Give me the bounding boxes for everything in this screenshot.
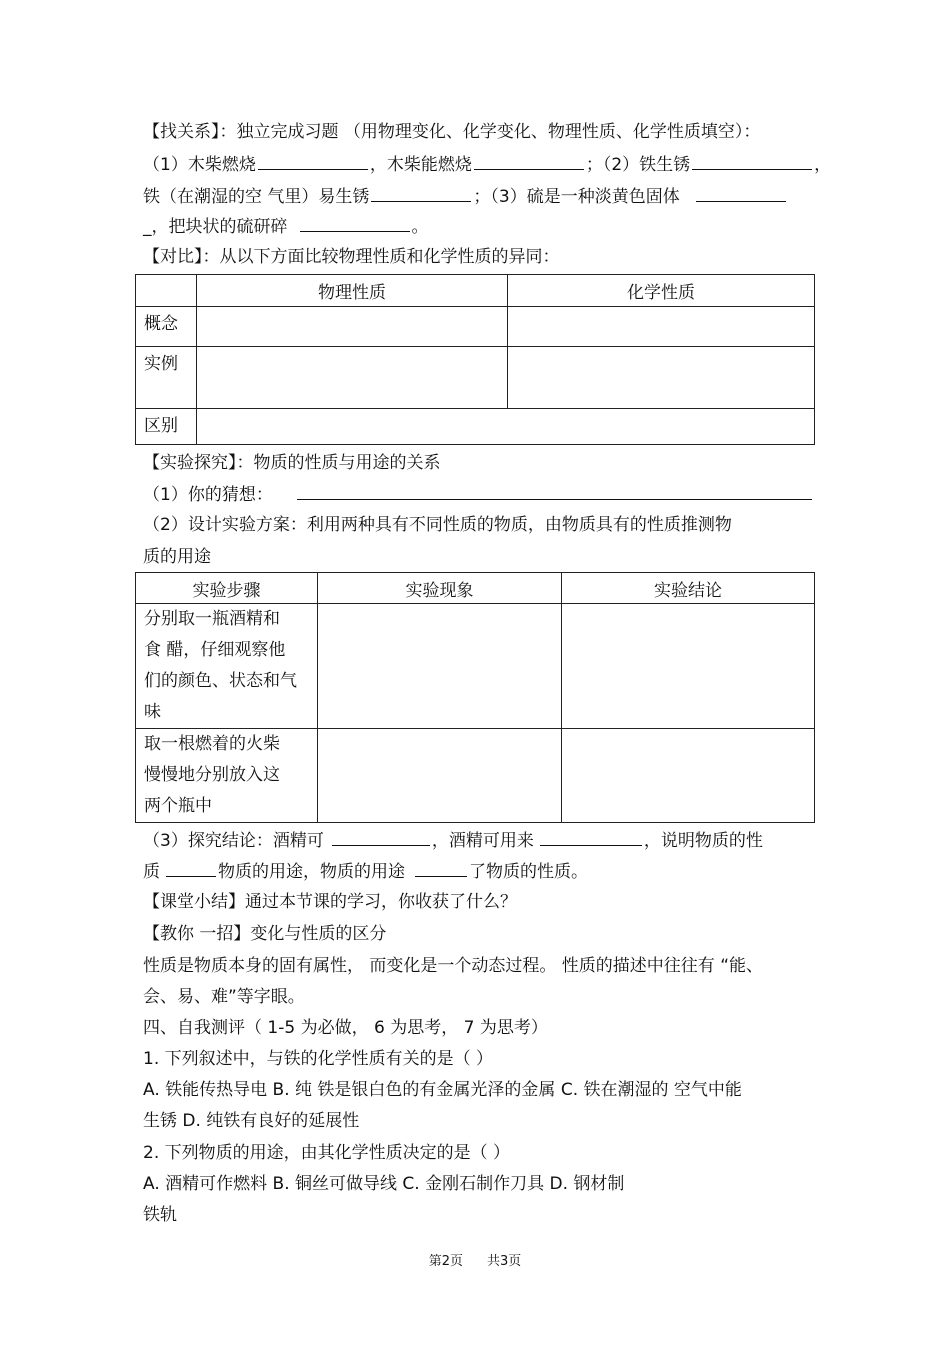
- design-line-1: （2）设计实验方案：利用两种具有不同性质的物质，由物质具有的性质推测物: [143, 515, 732, 535]
- explore-title: 【实验探究】：物质的性质与用途的关系: [143, 453, 441, 473]
- section-find-relation-title: 【找关系】：独立完成习题 （用物理变化、化学变化、物理性质、化学性质填空）：: [143, 122, 761, 142]
- blank-field[interactable]: [297, 483, 812, 500]
- question-2-options-1: A. 酒精可作燃料 B. 铜丝可做导线 C. 金刚石制作刀具 D. 钢材制: [143, 1174, 625, 1194]
- question-1-options-2: 生锈 D. 纯铁有良好的延展性: [143, 1111, 360, 1131]
- blank-field[interactable]: [696, 185, 786, 202]
- question-2-options-2: 铁轨: [143, 1205, 177, 1225]
- answer-cell[interactable]: [508, 307, 815, 347]
- answer-cell[interactable]: [562, 604, 815, 729]
- blank-field[interactable]: [540, 829, 642, 846]
- exercise-line-1: [143, 153, 831, 176]
- row-label-concept: 概念: [136, 307, 197, 347]
- answer-cell[interactable]: [197, 347, 508, 409]
- row-label-difference: 区别: [136, 409, 197, 445]
- text: ；（2）铁生锈: [585, 155, 691, 175]
- exercise-line-3: [143, 215, 429, 238]
- text: ；（3）硫是一种淡黄色固体: [473, 187, 680, 207]
- text: 物质的用途，物质的用途: [218, 862, 405, 882]
- answer-cell[interactable]: [508, 347, 815, 409]
- question-1-options-1: A. 铁能传热导电 B. 纯 铁是银白色的有金属光泽的金属 C. 铁在潮湿的 空气中能: [143, 1080, 742, 1100]
- text: （3）探究结论：酒精可: [143, 831, 324, 851]
- answer-cell[interactable]: [197, 409, 815, 445]
- blank-field[interactable]: [692, 153, 812, 170]
- corner-cell: [136, 275, 197, 307]
- tip-title: 【教你 一招】变化与性质的区分: [143, 924, 387, 944]
- page-number: 第2页: [428, 1254, 463, 1269]
- row-label-example: 实例: [136, 347, 197, 409]
- step-text: 味: [144, 702, 161, 722]
- text: （1）你的猜想：: [143, 485, 273, 505]
- header-steps: 实验步骤: [136, 573, 318, 604]
- tip-text-1: 性质是物质本身的固有属性， 而变化是一个动态过程。 性质的描述中往往有 “能、: [143, 956, 764, 976]
- compare-table: [135, 274, 815, 445]
- step-1-cell: [136, 604, 318, 729]
- blank-field[interactable]: [371, 185, 471, 202]
- step-text: 们的颜色、状态和气: [144, 671, 297, 691]
- conclusion-line-2: [143, 860, 588, 883]
- design-line-2: 质的用途: [143, 547, 211, 567]
- self-test-title: 四、自我测评（ 1-5 为必做， 6 为思考， 7 为思考）: [143, 1018, 548, 1038]
- summary-title: 【课堂小结】通过本节课的学习，你收获了什么？: [143, 892, 517, 912]
- answer-cell[interactable]: [562, 729, 815, 823]
- header-chemical: 化学性质: [508, 275, 815, 307]
- exercise-line-2: [143, 185, 788, 208]
- step-text: 取一根燃着的火柴: [144, 734, 280, 754]
- text: 质: [143, 862, 160, 882]
- blank-field[interactable]: [258, 153, 368, 170]
- header-conclusion: 实验结论: [562, 573, 815, 604]
- header-phenomenon: 实验现象: [318, 573, 562, 604]
- blank-field[interactable]: [300, 215, 410, 232]
- text: ，说明物质的性: [643, 831, 763, 851]
- text: 。: [411, 217, 429, 237]
- step-text: 两个瓶中: [144, 796, 212, 816]
- blank-field[interactable]: [332, 829, 430, 846]
- guess-line: [143, 483, 814, 506]
- experiment-table: [135, 572, 815, 823]
- step-text: 慢慢地分别放入这: [144, 765, 280, 785]
- step-2-cell: [136, 729, 318, 823]
- text: ，酒精可用来: [431, 831, 534, 851]
- answer-cell[interactable]: [318, 729, 562, 823]
- text: 铁（在潮湿的空 气里）易生锈: [143, 187, 370, 207]
- text: ，: [814, 155, 832, 175]
- conclusion-line-1: [143, 829, 763, 852]
- text: ，木柴能燃烧: [369, 155, 472, 175]
- question-1: 1. 下列叙述中，与铁的化学性质有关的是（ ）: [143, 1049, 494, 1069]
- page-footer: [0, 1250, 950, 1269]
- blank-field[interactable]: [415, 860, 467, 877]
- step-text: 分别取一瓶酒精和: [144, 609, 280, 629]
- answer-cell[interactable]: [318, 604, 562, 729]
- compare-title: 【对比】：从以下方面比较物理性质和化学性质的异同：: [143, 247, 560, 267]
- blank-field[interactable]: [474, 153, 584, 170]
- text: （1）木柴燃烧: [143, 155, 256, 175]
- header-physical: 物理性质: [197, 275, 508, 307]
- tip-text-2: 会、易、难”等字眼。: [143, 987, 305, 1007]
- question-2: 2. 下列物质的用途，由其化学性质决定的是（ ）: [143, 1143, 511, 1163]
- text: _，把块状的硫研碎: [143, 217, 288, 237]
- answer-cell[interactable]: [197, 307, 508, 347]
- page-total: 共3页: [487, 1254, 522, 1269]
- text: 了物质的性质。: [469, 862, 588, 882]
- blank-field[interactable]: [166, 860, 216, 877]
- step-text: 食 醋，仔细观察他: [144, 640, 286, 660]
